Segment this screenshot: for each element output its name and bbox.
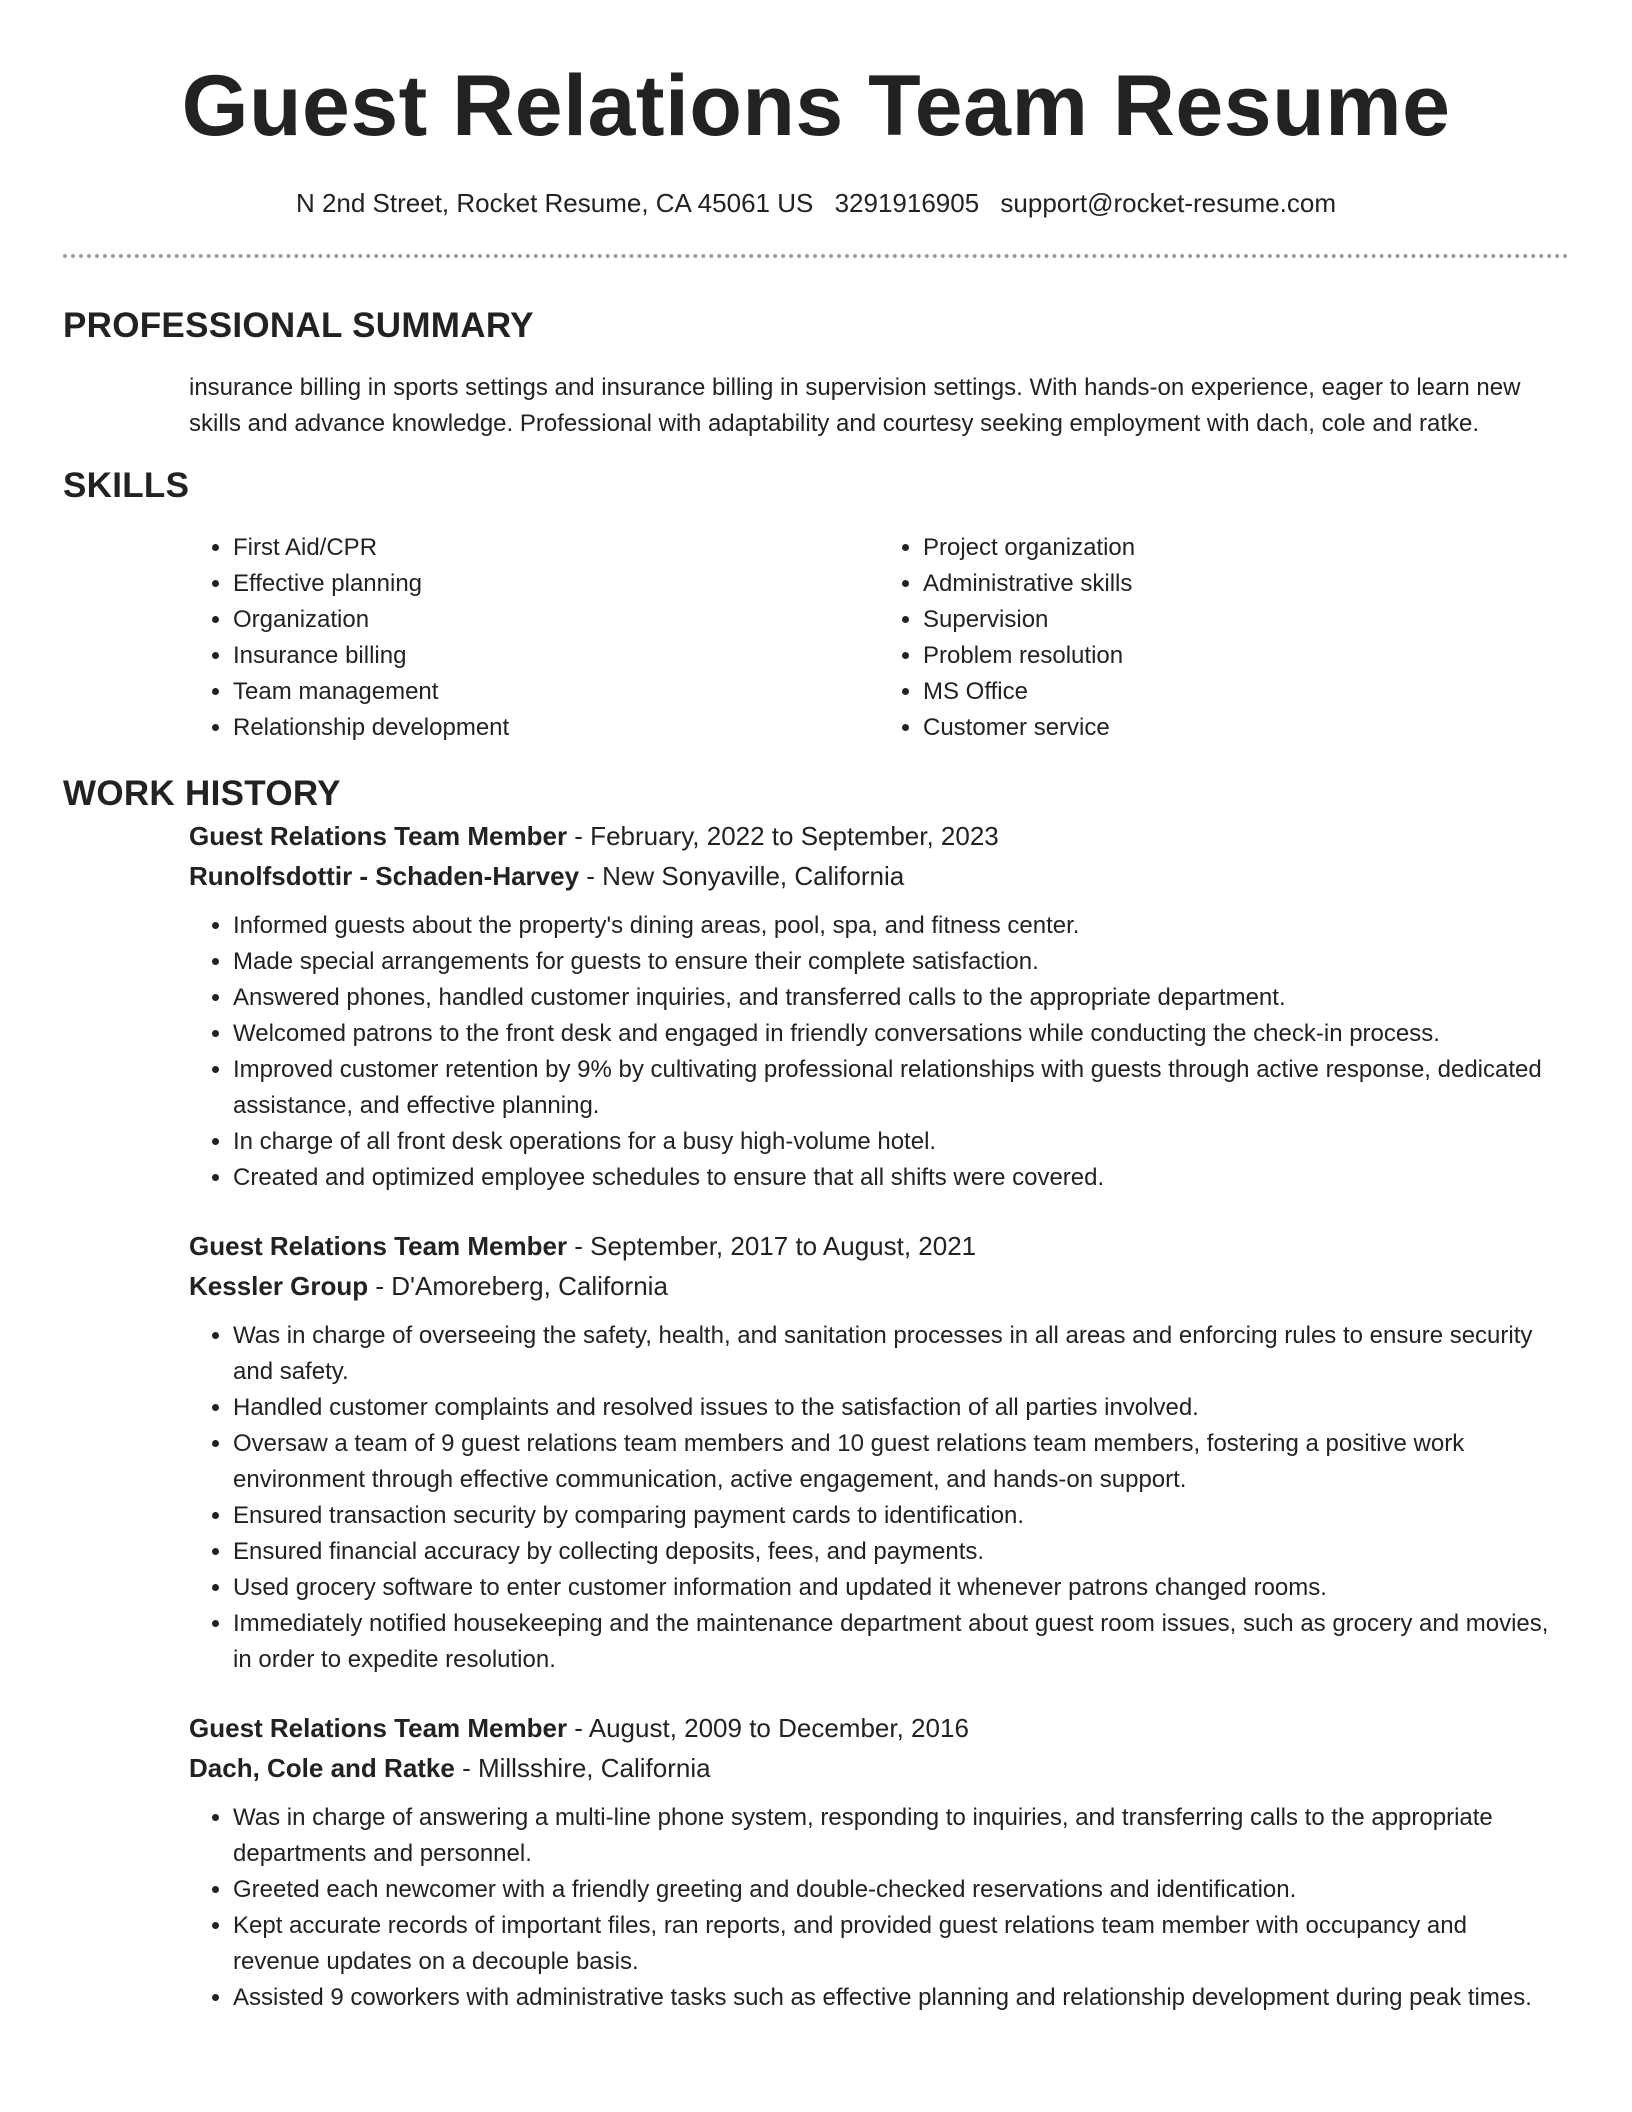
contact-line	[0, 186, 1632, 220]
skill-item: • MS Office	[923, 674, 1569, 710]
job-title-line	[189, 1708, 1559, 1748]
job-location: - D'Amoreberg, California	[368, 1271, 668, 1301]
job-entry	[189, 816, 1559, 1196]
job-bullets	[189, 1800, 1559, 2016]
job-bullet: • In charge of all front desk operations for a busy high-volume hotel.	[233, 1124, 1559, 1160]
skill-item: • Project organization	[923, 530, 1569, 566]
job-bullet: • Ensured financial accuracy by collecting deposits, fees, and payments.	[233, 1534, 1559, 1570]
summary-text: insurance billing in sports settings and insurance billing in supervision settings. With hands-on experience, eager to learn new skills and advance knowledge. Professional with adaptability and courtesy seeking employment with dach, cole and ratke.	[189, 374, 1521, 437]
work-heading: WORK HISTORY	[63, 774, 341, 813]
job-bullet: • Immediately notified housekeeping and the maintenance department about guest room issues, such as grocery and movies, in order to expedite resolution.	[233, 1606, 1559, 1678]
skill-item: • First Aid/CPR	[233, 530, 879, 566]
job-bullet: • Was in charge of overseeing the safety, health, and sanitation processes in all areas and enforcing rules to ensure security and safety.	[233, 1318, 1559, 1390]
job-bullet: • Kept accurate records of important files, ran reports, and provided guest relations team member with occupancy and revenue updates on a decouple basis.	[233, 1908, 1559, 1980]
skills-list-right	[879, 530, 1569, 746]
job-dates: - August, 2009 to December, 2016	[567, 1713, 969, 1743]
job-dates: - September, 2017 to August, 2021	[567, 1231, 977, 1261]
skills-heading: SKILLS	[63, 466, 190, 505]
job-entry	[189, 1226, 1559, 1678]
job-bullet: • Assisted 9 coworkers with administrative tasks such as effective planning and relationship development during peak times.	[233, 1980, 1559, 2016]
summary-heading: PROFESSIONAL SUMMARY	[63, 306, 534, 345]
job-bullet: • Ensured transaction security by comparing payment cards to identification.	[233, 1498, 1559, 1534]
job-entry	[189, 1708, 1559, 2016]
job-company-line	[189, 1266, 1559, 1306]
skill-item: • Problem resolution	[923, 638, 1569, 674]
skill-item: • Administrative skills	[923, 566, 1569, 602]
job-role: Guest Relations Team Member	[189, 1713, 568, 1743]
job-company: Dach, Cole and Ratke	[189, 1753, 455, 1783]
header-divider	[63, 254, 1569, 258]
job-location: - Millsshire, California	[454, 1753, 711, 1783]
summary-section	[63, 304, 1569, 442]
job-bullet: • Handled customer complaints and resolved issues to the satisfaction of all parties involved.	[233, 1390, 1559, 1426]
job-company-line	[189, 856, 1559, 896]
skill-item: • Team management	[233, 674, 879, 710]
job-bullets	[189, 908, 1559, 1196]
skills-list-left	[189, 530, 879, 746]
job-title-line	[189, 1226, 1559, 1266]
job-bullet: • Made special arrangements for guests to ensure their complete satisfaction.	[233, 944, 1559, 980]
address-text: N 2nd Street, Rocket Resume, CA 45061 US	[295, 188, 814, 218]
resume-header	[0, 0, 1632, 220]
job-bullet: • Improved customer retention by 9% by cultivating professional relationships with guests through active response, dedicated assistance, and effective planning.	[233, 1052, 1559, 1124]
job-bullet: • Answered phones, handled customer inquiries, and transferred calls to the appropriate department.	[233, 980, 1559, 1016]
resume-title: Guest Relations Team Resume	[181, 58, 1451, 154]
job-bullet: • Greeted each newcomer with a friendly greeting and double-checked reservations and identification.	[233, 1872, 1559, 1908]
job-company: Runolfsdottir - Schaden-Harvey	[189, 861, 580, 891]
job-bullets	[189, 1318, 1559, 1678]
job-bullet: • Used grocery software to enter customer information and updated it whenever patrons changed rooms.	[233, 1570, 1559, 1606]
skills-grid	[189, 530, 1569, 746]
job-role: Guest Relations Team Member	[189, 821, 568, 851]
job-bullet: • Created and optimized employee schedules to ensure that all shifts were covered.	[233, 1160, 1559, 1196]
phone-text: 3291916905	[834, 188, 980, 218]
skills-section	[63, 464, 1569, 746]
skill-item: • Organization	[233, 602, 879, 638]
job-company: Kessler Group	[189, 1271, 369, 1301]
work-section	[63, 772, 1569, 2016]
job-role: Guest Relations Team Member	[189, 1231, 568, 1261]
skill-item: • Effective planning	[233, 566, 879, 602]
job-location: - New Sonyaville, California	[579, 861, 905, 891]
job-company-line	[189, 1748, 1559, 1788]
skill-item: • Relationship development	[233, 710, 879, 746]
skill-item: • Customer service	[923, 710, 1569, 746]
skill-item: • Insurance billing	[233, 638, 879, 674]
job-title-line	[189, 816, 1559, 856]
job-bullet: • Welcomed patrons to the front desk and engaged in friendly conversations while conducting the check-in process.	[233, 1016, 1559, 1052]
email-text: support@rocket-resume.com	[1000, 188, 1337, 218]
job-bullet: • Informed guests about the property's dining areas, pool, spa, and fitness center.	[233, 908, 1559, 944]
job-dates: - February, 2022 to September, 2023	[567, 821, 999, 851]
job-bullet: • Was in charge of answering a multi-line phone system, responding to inquiries, and transferring calls to the appropriate departments and personnel.	[233, 1800, 1559, 1872]
skill-item: • Supervision	[923, 602, 1569, 638]
job-bullet: • Oversaw a team of 9 guest relations team members and 10 guest relations team members, fostering a positive work environment through effective communication, active engagement, and hands-on support.	[233, 1426, 1559, 1498]
